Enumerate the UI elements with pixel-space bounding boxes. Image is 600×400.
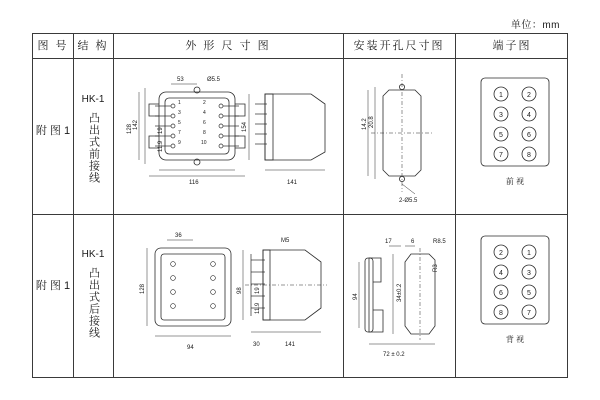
svg-text:8: 8 bbox=[203, 130, 206, 136]
row1-outline-drawing bbox=[115, 60, 341, 212]
row2-code: 附 图 1 bbox=[35, 280, 71, 292]
svg-text:7: 7 bbox=[178, 130, 181, 136]
header-col-code: 图 号 bbox=[37, 40, 69, 52]
svg-text:5: 5 bbox=[178, 120, 181, 126]
unit-note: 单位：mm bbox=[510, 20, 560, 31]
row1-mounting-drawing bbox=[349, 66, 449, 206]
svg-text:11.9: 11.9 bbox=[158, 140, 164, 152]
svg-text:Ø5.5: Ø5.5 bbox=[207, 77, 221, 83]
row2-terminal-drawing bbox=[473, 230, 557, 350]
svg-text:R3: R3 bbox=[433, 264, 439, 272]
svg-text:98: 98 bbox=[237, 287, 243, 294]
svg-text:7: 7 bbox=[527, 310, 531, 317]
svg-text:11.9: 11.9 bbox=[255, 302, 261, 314]
svg-text:128: 128 bbox=[127, 123, 133, 134]
svg-text:2: 2 bbox=[203, 100, 206, 106]
svg-text:1: 1 bbox=[178, 100, 181, 106]
svg-text:9: 9 bbox=[178, 140, 181, 146]
svg-text:20.8: 20.8 bbox=[369, 116, 375, 128]
svg-text:3: 3 bbox=[178, 110, 181, 116]
header-col-terminal: 端子图 bbox=[492, 40, 532, 52]
table-col-divider-3 bbox=[343, 34, 344, 377]
header-col-mounting: 安装开孔尺寸图 bbox=[353, 40, 445, 52]
svg-text:4: 4 bbox=[499, 270, 503, 277]
svg-text:128: 128 bbox=[140, 283, 146, 294]
svg-text:14.2: 14.2 bbox=[362, 118, 368, 130]
svg-text:8: 8 bbox=[527, 152, 531, 159]
svg-text:72 ± 0.2: 72 ± 0.2 bbox=[383, 352, 405, 358]
svg-text:1: 1 bbox=[527, 250, 531, 257]
svg-text:8: 8 bbox=[499, 310, 503, 317]
svg-text:2-Ø5.5: 2-Ø5.5 bbox=[399, 198, 418, 204]
row2-structure-text: 凸出式后接线 bbox=[87, 267, 100, 339]
svg-text:142: 142 bbox=[133, 119, 139, 130]
svg-text:19: 19 bbox=[255, 287, 261, 294]
svg-text:6: 6 bbox=[411, 239, 415, 245]
svg-text:6: 6 bbox=[499, 290, 503, 297]
spec-table bbox=[32, 33, 568, 378]
svg-text:4: 4 bbox=[527, 112, 531, 119]
row2-outline-drawing bbox=[115, 220, 341, 366]
svg-text:141: 141 bbox=[287, 180, 298, 186]
row2-terminal-caption: 背 视 bbox=[505, 335, 525, 344]
svg-text:6: 6 bbox=[203, 120, 206, 126]
svg-text:3: 3 bbox=[499, 112, 503, 119]
header-col-outline: 外 形 尺 寸 图 bbox=[185, 40, 271, 52]
table-col-divider-2 bbox=[113, 34, 114, 377]
row1-structure-model: HK-1 bbox=[81, 94, 105, 105]
row1-structure-text-wrap bbox=[73, 112, 113, 184]
svg-text:116: 116 bbox=[189, 180, 199, 186]
svg-text:36: 36 bbox=[175, 233, 182, 239]
svg-text:141: 141 bbox=[285, 342, 296, 348]
svg-text:53: 53 bbox=[177, 77, 184, 83]
svg-text:19: 19 bbox=[158, 127, 164, 134]
svg-text:94: 94 bbox=[187, 345, 194, 351]
row1-terminal-drawing bbox=[473, 72, 557, 190]
svg-text:2: 2 bbox=[499, 250, 503, 257]
header-col-structure: 结 构 bbox=[77, 40, 109, 52]
row1-terminal-caption: 前 视 bbox=[505, 177, 525, 186]
svg-text:4: 4 bbox=[203, 110, 206, 116]
row2-mounting-drawing bbox=[349, 230, 453, 360]
svg-text:M5: M5 bbox=[281, 238, 290, 244]
svg-text:6: 6 bbox=[527, 132, 531, 139]
svg-text:R8.5: R8.5 bbox=[433, 239, 446, 245]
svg-text:30: 30 bbox=[253, 342, 260, 348]
svg-text:94: 94 bbox=[353, 293, 359, 300]
svg-text:3: 3 bbox=[527, 270, 531, 277]
svg-text:154: 154 bbox=[242, 121, 248, 132]
svg-text:7: 7 bbox=[499, 152, 503, 159]
row2-structure-text-wrap bbox=[73, 267, 113, 339]
table-col-divider-4 bbox=[455, 34, 456, 377]
svg-text:17: 17 bbox=[385, 239, 392, 245]
svg-text:5: 5 bbox=[527, 290, 531, 297]
svg-text:5: 5 bbox=[499, 132, 503, 139]
svg-text:34±0.2: 34±0.2 bbox=[397, 283, 403, 302]
svg-text:2: 2 bbox=[527, 92, 531, 99]
svg-text:1: 1 bbox=[499, 92, 503, 99]
row1-code: 附 图 1 bbox=[35, 125, 71, 137]
row1-structure-text: 凸出式前接线 bbox=[87, 112, 100, 184]
svg-text:10: 10 bbox=[201, 140, 207, 146]
row2-structure-model: HK-1 bbox=[81, 249, 105, 260]
